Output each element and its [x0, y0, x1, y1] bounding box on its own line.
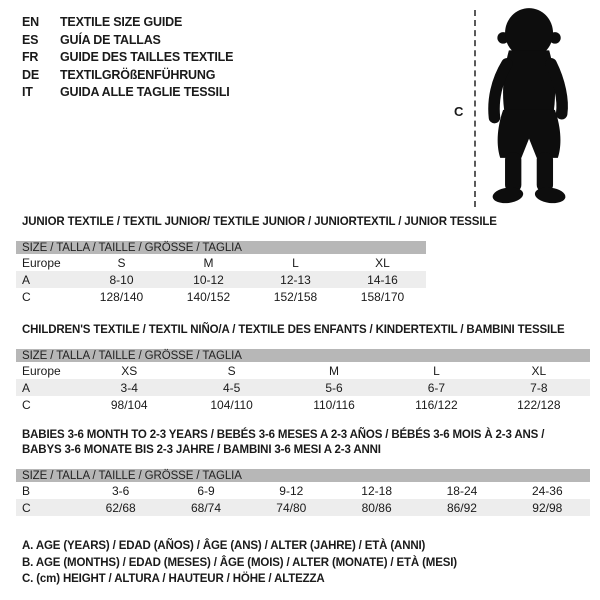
language-title: GUIDE DES TAILLES TEXTILE [60, 50, 234, 64]
table-row [16, 482, 590, 499]
table-cell: 4-5 [222, 380, 241, 395]
size-header-bar: SIZE / TALLA / TAILLE / GRÖSSE / TAGLIA [16, 241, 426, 254]
table-cell: 74/80 [276, 500, 307, 515]
table-cell: 24-36 [531, 483, 563, 498]
table-cell: M [329, 363, 340, 378]
table-cell: 12-13 [280, 272, 311, 287]
row-label: C [22, 397, 31, 412]
table-cell: 68/74 [190, 500, 221, 515]
language-title: TEXTILGRÖßENFÜHRUNG [60, 67, 216, 82]
row-label: A [22, 272, 31, 287]
table-cell: 62/68 [105, 500, 136, 515]
section-title: CHILDREN'S TEXTILE / TEXTIL NIÑO/A / TEXTILE DES ENFANTS / KINDERTEXTIL / BAMBINI TESSILE [22, 324, 565, 336]
table-row [16, 499, 590, 516]
section-babies-textile [16, 428, 590, 516]
section-title: BABIES 3-6 MONTH TO 2-3 YEARS / BEBÉS 3-6 MESES A 2-3 AÑOS / BÉBÉS 3-6 MOIS À 2-3 ANS / [22, 429, 545, 441]
table-cell: 12-18 [361, 483, 392, 498]
table-cell: 5-6 [325, 380, 343, 395]
legend-line-b: B. AGE (MONTHS) / EDAD (MESES) / ÂGE (MOIS) / ALTER (MONATE) / ETÀ (MESI) [22, 556, 457, 569]
language-title: GUÍA DE TALLAS [60, 32, 161, 47]
table-cell: 3-6 [111, 483, 130, 498]
size-header-bar: SIZE / TALLA / TAILLE / GRÖSSE / TAGLIA [16, 469, 590, 482]
legend-line-c: C. (cm) HEIGHT / ALTURA / HAUTEUR / HÖHE / ALTEZZA [22, 573, 325, 585]
section-junior-textile [16, 215, 497, 305]
table-cell: 6-9 [197, 483, 215, 498]
table-cell: S [227, 363, 236, 378]
table-cell: 98/104 [110, 397, 148, 412]
row-label: C [22, 500, 31, 515]
table-cell: M [203, 255, 214, 270]
table-row [16, 254, 426, 271]
legend-line-a: A. AGE (YEARS) / EDAD (AÑOS) / ÂGE (ANS) / ALTER (JAHRE) / ETÀ (ANNI) [22, 540, 426, 552]
table-cell: 86/92 [446, 500, 477, 515]
language-title: GUIDA ALLE TAGLIE TESSILI [60, 85, 230, 99]
section-title-line2: BABYS 3-6 MONATE BIS 2-3 JAHRE / BAMBINI 3-6 MESI A 2-3 ANNI [22, 444, 381, 456]
table-cell: 18-24 [446, 483, 478, 498]
measure-c-label: C [454, 104, 464, 119]
table-cell: 116/122 [415, 397, 458, 412]
language-title: TEXTILE SIZE GUIDE [60, 15, 183, 29]
row-label: Europe [22, 363, 61, 378]
row-label: Europe [22, 255, 61, 270]
row-label: A [22, 380, 31, 395]
list-item [22, 14, 233, 32]
row-label: C [22, 289, 31, 304]
table-row [16, 379, 590, 396]
table-cell: XL [531, 363, 547, 378]
size-table [16, 362, 590, 413]
height-measure-figure [440, 0, 600, 215]
table-cell: XS [121, 363, 138, 378]
table-cell: 128/140 [99, 289, 144, 304]
list-item [22, 84, 233, 102]
table-cell: 80/86 [361, 500, 392, 515]
table-cell: 110/116 [313, 397, 355, 412]
table-cell: 158/170 [360, 289, 405, 304]
language-title-list [22, 14, 233, 102]
section-childrens-textile [16, 323, 590, 413]
measure-legend [22, 538, 457, 588]
list-item [22, 49, 233, 67]
table-cell: 8-10 [109, 272, 134, 287]
size-table [16, 254, 426, 305]
language-code: DE [22, 67, 39, 82]
table-cell: 140/152 [186, 289, 231, 304]
table-cell: 122/128 [517, 397, 561, 412]
table-cell: L [292, 255, 299, 270]
table-cell: 10-12 [193, 272, 224, 287]
table-cell: 6-7 [427, 380, 446, 395]
language-code: EN [22, 15, 39, 29]
language-code: IT [22, 85, 33, 99]
table-row [16, 288, 426, 305]
section-title: JUNIOR TEXTILE / TEXTIL JUNIOR/ TEXTILE JUNIOR / JUNIORTEXTIL / JUNIOR TESSILE [22, 216, 497, 228]
language-code: ES [22, 32, 39, 47]
table-cell: S [117, 255, 126, 270]
height-dashed-line [474, 10, 476, 207]
table-cell: XL [375, 255, 390, 270]
list-item [22, 67, 233, 85]
size-header-bar: SIZE / TALLA / TAILLE / GRÖSSE / TAGLIA [16, 349, 590, 362]
table-cell: 14-16 [367, 272, 398, 287]
list-item [22, 32, 233, 50]
row-label: B [22, 483, 31, 498]
table-cell: L [433, 363, 440, 378]
table-cell: 7-8 [530, 380, 548, 395]
language-code: FR [22, 50, 39, 64]
table-row [16, 362, 590, 379]
baby-silhouette-icon [482, 6, 578, 208]
table-cell: 152/158 [273, 289, 318, 304]
table-cell: 3-4 [120, 380, 138, 395]
table-cell: 92/98 [532, 500, 563, 515]
table-cell: 104/110 [210, 397, 253, 412]
table-cell: 9-12 [279, 483, 304, 498]
table-row [16, 271, 426, 288]
size-table [16, 482, 590, 516]
table-row [16, 396, 590, 413]
